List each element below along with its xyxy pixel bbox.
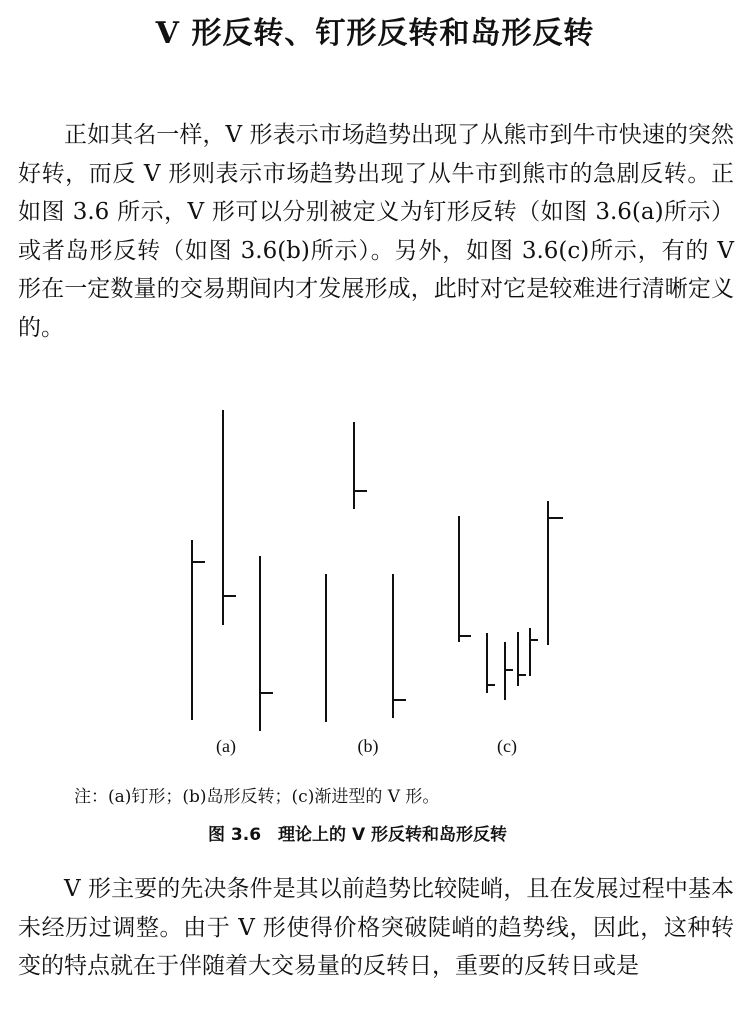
panel-c-label: (c) xyxy=(497,736,517,756)
figure-note: 注：(a)钉形；(b)岛形反转；(c)渐进型的 V 形。 xyxy=(74,787,440,807)
panel-c-bars xyxy=(459,501,563,700)
panel-b-bars xyxy=(326,422,406,722)
reversal-figure xyxy=(0,400,750,770)
panel-a-label: (a) xyxy=(216,736,236,756)
page-title: V 形反转、钉形反转和岛形反转 xyxy=(155,16,595,51)
panel-a-bars xyxy=(192,410,273,731)
intro-paragraph: 正如其名一样，V 形表示市场趋势出现了从熊市到牛市快速的突然好转，而反 V 形则表示市场趋势出现了从牛市到熊市的急剧反转。正如图 3.6 所示，V 形可以分别被定义为钉形反转（如图 3.6(a)所示）或者岛形反转（如图 3.6(b)所示）。另外，如图 3.6(c)所示，有的 V 形在一定数量的交易期间内才发展形成，此时对它是较难进行清晰定义的。 xyxy=(18,122,734,341)
second-paragraph: V 形主要的先决条件是其以前趋势比较陡峭，且在发展过程中基本未经历过调整。由于 V 形使得价格突破陡峭的趋势线，因此，这种转变的特点就在于伴随着大交易量的反转日，重要的反转日或是 xyxy=(18,876,734,979)
figure-caption: 图 3.6 理论上的 V 形反转和岛形反转 xyxy=(208,825,508,845)
panel-b-label: (b) xyxy=(357,736,379,756)
